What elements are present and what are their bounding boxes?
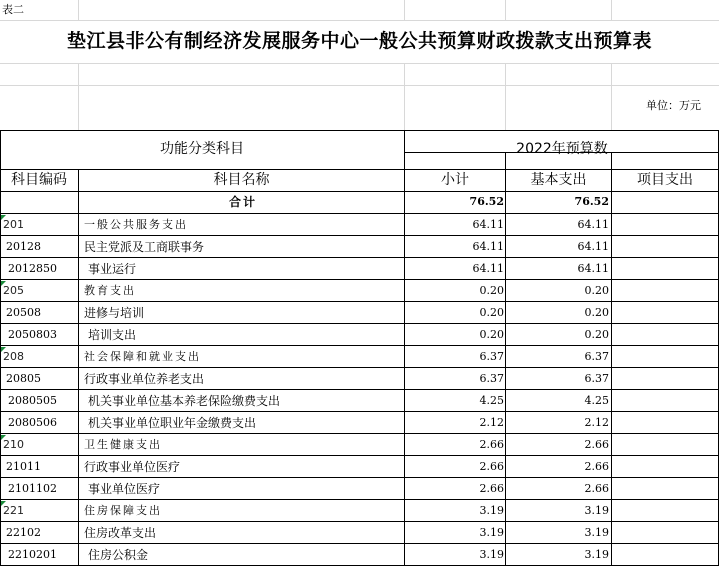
- table-row: [0, 390, 719, 412]
- table-border: [0, 367, 719, 368]
- header-category: 功能分类科目: [160, 141, 244, 157]
- row-code: 205: [3, 284, 24, 297]
- row-name: 行政事业单位养老支出: [84, 372, 205, 386]
- page-title: 垫江县非公有制经济发展服务中心一般公共预算财政拨款支出预算表: [66, 30, 652, 52]
- total-row: [0, 191, 719, 213]
- row-name: 培训支出: [88, 328, 137, 342]
- row-basic: 2.66: [584, 482, 609, 495]
- row-code: 20805: [6, 372, 41, 385]
- table-row: [0, 368, 719, 390]
- row-code: 2012850: [8, 262, 57, 275]
- row-code: 208: [3, 350, 24, 363]
- row-code: 2101102: [8, 482, 57, 495]
- row-name: 住房改革支出: [84, 526, 157, 540]
- row-basic: 6.37: [584, 372, 609, 385]
- grid-line: [611, 63, 612, 130]
- table-row: [0, 500, 719, 522]
- table-border: [0, 499, 719, 500]
- table-border: [0, 521, 719, 522]
- row-subtotal: 6.37: [479, 372, 504, 385]
- table-border: [0, 345, 719, 346]
- row-subtotal: 0.20: [479, 284, 504, 297]
- header-basic: 基本支出: [530, 172, 587, 188]
- table-border: [0, 323, 719, 324]
- header-name: 科目名称: [213, 172, 270, 188]
- row-subtotal: 64.11: [472, 218, 504, 231]
- table-row: [0, 346, 719, 368]
- row-subtotal: 0.20: [479, 306, 504, 319]
- row-subtotal: 3.19: [479, 526, 504, 539]
- row-basic: 2.66: [584, 438, 609, 451]
- row-name: 民主党派及工商联事务: [84, 240, 205, 254]
- grid-line: [78, 0, 79, 20]
- row-basic: 64.11: [577, 262, 609, 275]
- table-border: [0, 455, 719, 456]
- row-name: 教育支出: [84, 284, 136, 297]
- row-basic: 2.66: [584, 460, 609, 473]
- table-border: [0, 433, 719, 434]
- total-subtotal: 76.52: [469, 195, 504, 208]
- row-basic: 0.20: [584, 284, 609, 297]
- table-border: [0, 279, 719, 280]
- table-row: [0, 544, 719, 566]
- row-basic: 2.12: [584, 416, 609, 429]
- grid-line: [78, 63, 79, 130]
- row-basic: 0.20: [584, 306, 609, 319]
- row-code: 21011: [6, 460, 41, 473]
- grid-line: [505, 0, 506, 20]
- table-row: [0, 324, 719, 346]
- table-border: [0, 411, 719, 412]
- row-code: 201: [3, 218, 24, 231]
- table-row: [0, 412, 719, 434]
- grid-line: [404, 63, 405, 130]
- table-border: [0, 235, 719, 236]
- row-code: 2210201: [8, 548, 57, 561]
- unit-label: 单位：万元: [646, 99, 701, 112]
- table-row: [0, 302, 719, 324]
- grid-line: [611, 0, 612, 20]
- table-border: [0, 257, 719, 258]
- row-subtotal: 64.11: [472, 262, 504, 275]
- table-row: [0, 522, 719, 544]
- row-basic: 64.11: [577, 218, 609, 231]
- row-code: 2050803: [8, 328, 57, 341]
- table-row: [0, 214, 719, 236]
- row-subtotal: 0.20: [479, 328, 504, 341]
- row-code: 2080505: [8, 394, 57, 407]
- row-basic: 0.20: [584, 328, 609, 341]
- row-basic: 3.19: [584, 548, 609, 561]
- row-name: 事业运行: [88, 262, 137, 276]
- row-subtotal: 6.37: [479, 350, 504, 363]
- header-project: 项目支出: [637, 172, 693, 188]
- table-border: [0, 301, 719, 302]
- row-subtotal: 3.19: [479, 548, 504, 561]
- table-border: [0, 543, 719, 544]
- row-basic: 64.11: [577, 240, 609, 253]
- grid-line: [505, 63, 506, 130]
- row-basic: 3.19: [584, 526, 609, 539]
- row-code: 2080506: [8, 416, 57, 429]
- grid-line: [0, 20, 719, 21]
- header-budget-year: 2022年预算数: [516, 141, 608, 157]
- table-row: [0, 236, 719, 258]
- table-border: [0, 130, 719, 131]
- row-subtotal: 2.66: [479, 482, 504, 495]
- table-label: 表二: [2, 3, 24, 16]
- table-row: [0, 434, 719, 456]
- table-row: [0, 456, 719, 478]
- row-name: 住房保障支出: [84, 504, 162, 517]
- row-name: 一般公共服务支出: [84, 218, 188, 231]
- row-name: 社会保障和就业支出: [84, 350, 201, 363]
- table-border: [0, 191, 719, 192]
- row-name: 事业单位医疗: [88, 482, 161, 496]
- table-border: [0, 477, 719, 478]
- table-row: [0, 280, 719, 302]
- row-subtotal: 2.66: [479, 438, 504, 451]
- row-subtotal: 4.25: [479, 394, 504, 407]
- row-name: 行政事业单位医疗: [84, 460, 181, 474]
- row-subtotal: 2.12: [479, 416, 504, 429]
- row-code: 221: [3, 504, 24, 517]
- row-code: 210: [3, 438, 24, 451]
- table-row: [0, 258, 719, 280]
- row-name: 进修与培训: [84, 306, 145, 320]
- table-border: [0, 389, 719, 390]
- row-subtotal: 64.11: [472, 240, 504, 253]
- row-code: 20128: [6, 240, 41, 253]
- row-name: 机关事业单位基本养老保险缴费支出: [88, 394, 281, 408]
- row-basic: 3.19: [584, 504, 609, 517]
- row-name: 卫生健康支出: [84, 438, 162, 451]
- row-subtotal: 3.19: [479, 504, 504, 517]
- header-subtotal: 小计: [441, 172, 469, 188]
- row-name: 住房公积金: [88, 548, 149, 562]
- row-basic: 6.37: [584, 350, 609, 363]
- table-row: [0, 478, 719, 500]
- row-subtotal: 2.66: [479, 460, 504, 473]
- total-basic: 76.52: [574, 195, 609, 208]
- row-code: 20508: [6, 306, 41, 319]
- header-code: 科目编码: [11, 172, 67, 188]
- grid-line: [404, 0, 405, 20]
- row-name: 机关事业单位职业年金缴费支出: [88, 416, 257, 430]
- row-code: 22102: [6, 526, 41, 539]
- row-basic: 4.25: [584, 394, 609, 407]
- total-label: 合计: [228, 195, 257, 209]
